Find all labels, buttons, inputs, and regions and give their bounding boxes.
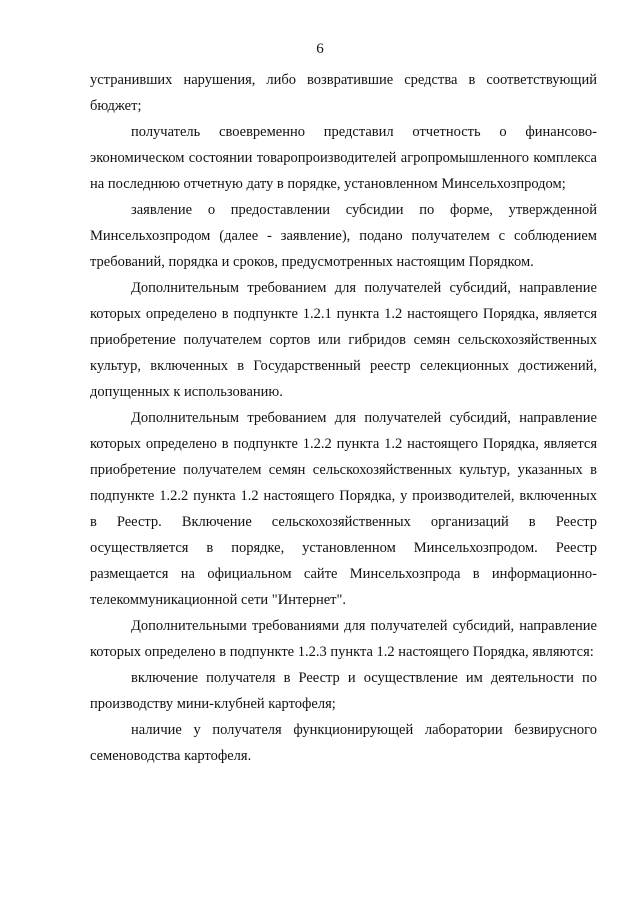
paragraph-requirement-1-2-2: Дополнительным требованием для получателей субсидий, направление которых определено в подпункте 1.2.2 пункта 1.2 настоящего Порядка, является приобретение получателем семян сельскохозяйственных культур, указанных в подпункте 1.2.2 пункта 1.2 настоящего Порядка, у производителей, включенных в Реестр. Включение сельскохозяйственных организаций в Реестр осуществляется в порядке, установленном Минсельхозпродом. Реестр размещается на официальном сайте Минсельхозпрода в информационно-телекоммуникационной сети "Интернет". [90, 410, 597, 608]
paragraph-registry-inclusion: включение получателя в Реестр и осуществление им деятельности по производству мини-клубней картофеля; [90, 670, 597, 712]
page-number: 6 [316, 41, 324, 57]
paragraph-application: заявление о предоставлении субсидии по форме, утвержденной Минсельхозпродом (далее - заявление), подано получателем с соблюдением требований, порядка и сроков, предусмотренных настоящим Порядком. [90, 202, 597, 270]
document-body [90, 67, 597, 769]
paragraph-requirement-1-2-3: Дополнительными требованиями для получателей субсидий, направление которых определено в подпункте 1.2.3 пункта 1.2 настоящего Порядка, являются: [90, 618, 597, 660]
paragraph-reporting: получатель своевременно представил отчетность о финансово-экономическом состоянии товаропроизводителей агропромышленного комплекса на последнюю отчетную дату в порядке, установленном Минсельхозпродом; [90, 124, 597, 192]
paragraph-continuation: устранивших нарушения, либо возвратившие средства в соответствующий бюджет; [90, 72, 597, 114]
paragraph-laboratory: наличие у получателя функционирующей лаборатории безвирусного семеноводства картофеля. [90, 722, 597, 764]
paragraph-requirement-1-2-1: Дополнительным требованием для получателей субсидий, направление которых определено в подпункте 1.2.1 пункта 1.2 настоящего Порядка, является приобретение получателем сортов или гибридов семян сельскохозяйственных культур, включенных в Государственный реестр селекционных достижений, допущенных к использованию. [90, 280, 597, 400]
